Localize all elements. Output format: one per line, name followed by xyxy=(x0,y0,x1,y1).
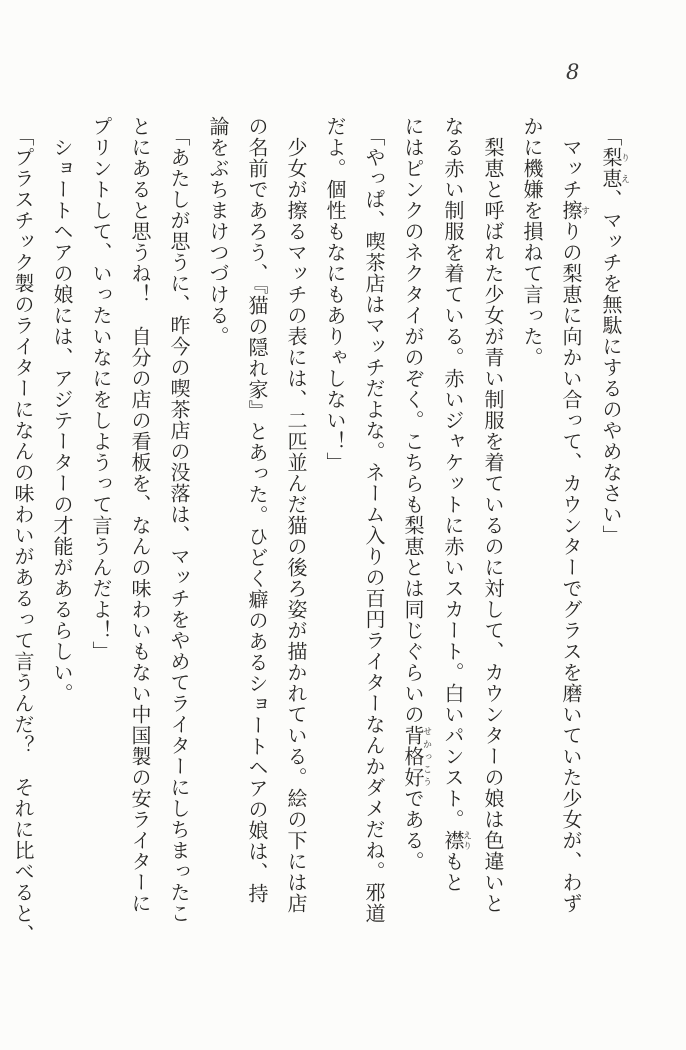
text-line: の名前であろう、『猫の隠れ家』とあった。ひどく癖のあるショートヘアの娘は、持 xyxy=(245,116,267,904)
text-line: にはピンクのネクタイがのぞく。こちらも梨恵とは同じぐらいの背格好 せかっこうである。 xyxy=(401,116,432,872)
text-line: だよ。個性もなにもありゃしない！」 xyxy=(323,116,345,473)
text-line: 梨恵と呼ばれた少女が青い制服を着ているのに対して、カウンターの娘は色違いと xyxy=(481,137,503,914)
text-line: 「梨恵 りえ、マッチを無駄にするのやめなさい」 xyxy=(599,126,630,546)
page-number: 8 xyxy=(566,60,580,84)
furigana-annotated-text: 背格好 せかっこう xyxy=(401,725,432,788)
furigana-annotated-text: 梨恵 りえ xyxy=(599,147,630,189)
text-line: とにあると思うね！ 自分の店の看板を、なんの味わいもない中国製の安ライターに xyxy=(128,116,150,914)
text-line: プリントして、いったいなにをしようって言うんだよ！」 xyxy=(89,116,111,662)
text-line: ショートヘアの娘には、アジテーターの才能があるらしい。 xyxy=(50,137,72,704)
text-line: 「やっぱ、喫茶店はマッチだよな。ネーム入りの百円ライターなんかダメだね。邪道 xyxy=(362,126,384,924)
text-line: 論をぶちまけつづける。 xyxy=(206,116,228,347)
text-line: 「あたしが思うに、昨今の喫茶店の没落は、マッチをやめてライターにしちまったこ xyxy=(167,126,189,924)
text-line: かに機嫌を損ねて言った。 xyxy=(520,116,542,368)
text-line: 「プラスチック製のライターになんの味わいがあるって言うんだ？ それに比べると、 xyxy=(11,126,33,945)
text-line: マッチ擦 すりの梨恵に向かい合って、カウンターでグラスを磨いていた少女が、わず xyxy=(559,137,590,914)
furigana-annotated-text: 襟 えり xyxy=(441,830,472,851)
text-columns xyxy=(2,116,630,958)
text-line: 少女が擦るマッチの表には、二匹並んだ猫の後ろ姿が描かれている。絵の下には店 xyxy=(284,137,306,914)
text-line: なる赤い制服を着ている。赤いジャケットに赤いスカート。白いパンスト。襟 えりもと xyxy=(441,116,472,893)
furigana-annotated-text: 擦 す xyxy=(559,200,590,221)
